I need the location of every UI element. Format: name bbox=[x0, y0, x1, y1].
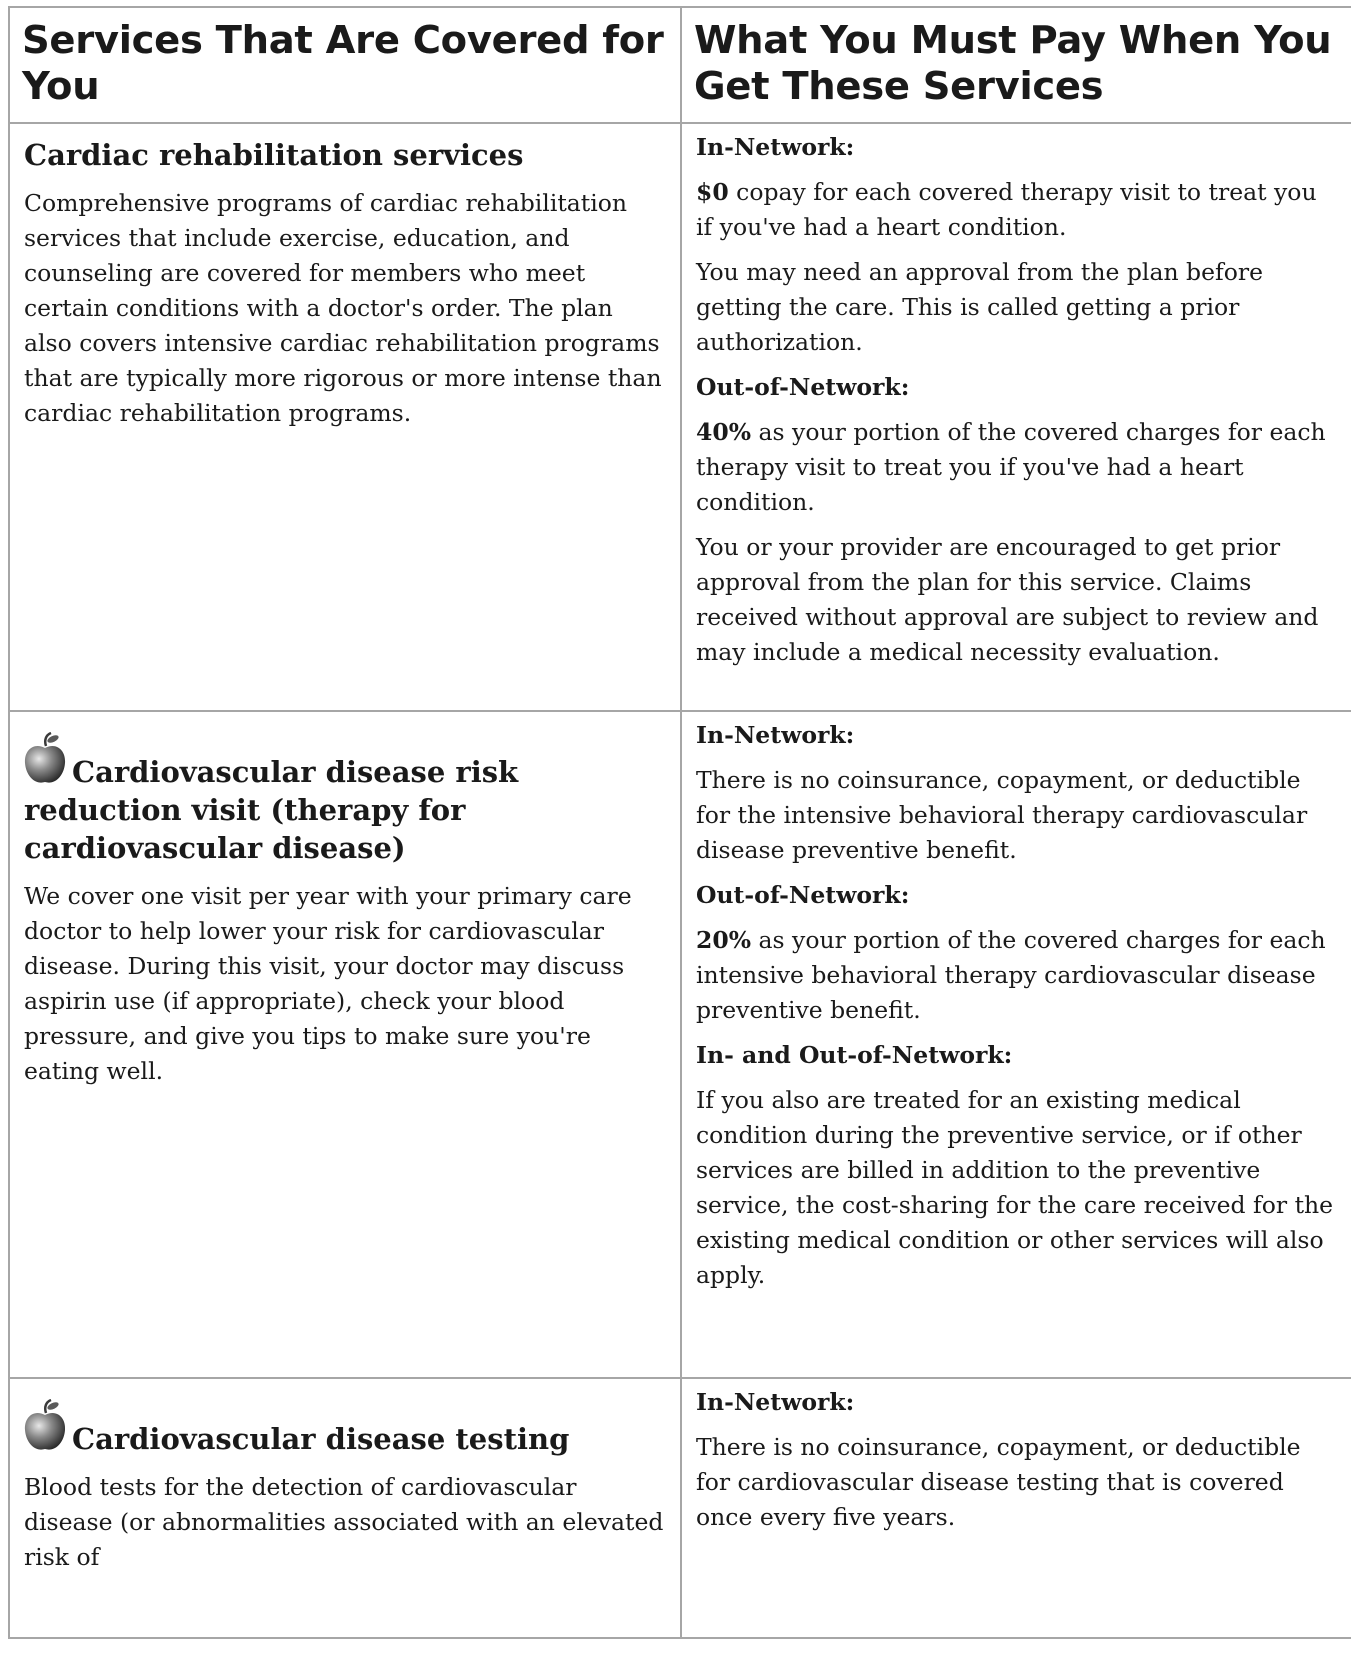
service-description: We cover one visit per year with your primary care doctor to help lower your risk for cardiovascular disease. During this visit, your doctor may discuss aspirin use (if appropriate), check your blood pressure, and give you tips to make sure you're eating well. bbox=[24, 882, 632, 1085]
header-services-covered: Services That Are Covered for You bbox=[9, 7, 681, 123]
in-network-label: In-Network: bbox=[696, 721, 855, 749]
table-row bbox=[9, 123, 1351, 711]
out-of-network-amount: 40% bbox=[696, 418, 752, 446]
cost-cell bbox=[681, 711, 1351, 1378]
out-of-network-label: Out-of-Network: bbox=[696, 373, 910, 401]
apple-icon bbox=[24, 732, 66, 786]
service-description: Comprehensive programs of cardiac rehabilitation services that include exercise, education, and counseling are covered for members who meet certain conditions with a doctor's order. The plan also covers intensive cardiac rehabilitation programs that are typically more rigorous or more intense than cardiac rehabilitation programs. bbox=[24, 189, 662, 427]
in-network-text: There is no coinsurance, copayment, or deductible for the intensive behavioral therapy cardiovascular disease preventive benefit. bbox=[696, 766, 1308, 864]
header-what-you-pay: What You Must Pay When You Get These Services bbox=[681, 7, 1351, 123]
out-of-network-note: You or your provider are encouraged to get prior approval from the plan for this service. Claims received without approval are subject to review and may include a medical necessity evaluation. bbox=[696, 533, 1319, 666]
out-of-network-cost bbox=[696, 415, 1337, 520]
in-network-label: In-Network: bbox=[696, 1388, 855, 1416]
cost-cell bbox=[681, 123, 1351, 711]
in-and-out-of-network-label: In- and Out-of-Network: bbox=[696, 1041, 1013, 1069]
in-network-cost bbox=[696, 175, 1337, 245]
benefits-table bbox=[8, 6, 1351, 1639]
in-network-text: There is no coinsurance, copayment, or deductible for cardiovascular disease testing that is covered once every five years. bbox=[696, 1433, 1301, 1531]
cost-cell bbox=[681, 1378, 1351, 1638]
table-header-row bbox=[9, 7, 1351, 123]
out-of-network-label: Out-of-Network: bbox=[696, 881, 910, 909]
service-description: Blood tests for the detection of cardiovascular disease (or abnormalities associated with an elevated risk of bbox=[24, 1473, 664, 1571]
service-title: Cardiac rehabilitation services bbox=[24, 138, 524, 172]
out-of-network-amount: 20% bbox=[696, 926, 752, 954]
out-of-network-text: as your portion of the covered charges for each therapy visit to treat you if you've had a heart condition. bbox=[696, 418, 1326, 516]
service-title: Cardiovascular disease risk reduction visit (therapy for cardiovascular disease) bbox=[24, 755, 519, 865]
service-title-block bbox=[24, 732, 666, 867]
service-title-block bbox=[24, 1399, 666, 1458]
service-cell bbox=[9, 1378, 681, 1638]
in-network-note: You may need an approval from the plan before getting the care. This is called getting a prior authorization. bbox=[696, 258, 1263, 356]
apple-icon bbox=[24, 1399, 66, 1453]
table-row bbox=[9, 711, 1351, 1378]
service-title: Cardiovascular disease testing bbox=[72, 1422, 570, 1456]
in-network-label: In-Network: bbox=[696, 133, 855, 161]
out-of-network-cost bbox=[696, 923, 1337, 1028]
table-row bbox=[9, 1378, 1351, 1638]
in-network-amount: $0 bbox=[696, 178, 729, 206]
in-network-text: copay for each covered therapy visit to treat you if you've had a heart condition. bbox=[696, 178, 1317, 241]
out-of-network-text: as your portion of the covered charges for each intensive behavioral therapy cardiovascular disease preventive benefit. bbox=[696, 926, 1326, 1024]
service-cell bbox=[9, 123, 681, 711]
in-and-out-of-network-text: If you also are treated for an existing medical condition during the preventive service, or if other services are billed in addition to the preventive service, the cost-sharing for the care received for the existing medical condition or other services will also apply. bbox=[696, 1086, 1334, 1289]
service-cell bbox=[9, 711, 681, 1378]
